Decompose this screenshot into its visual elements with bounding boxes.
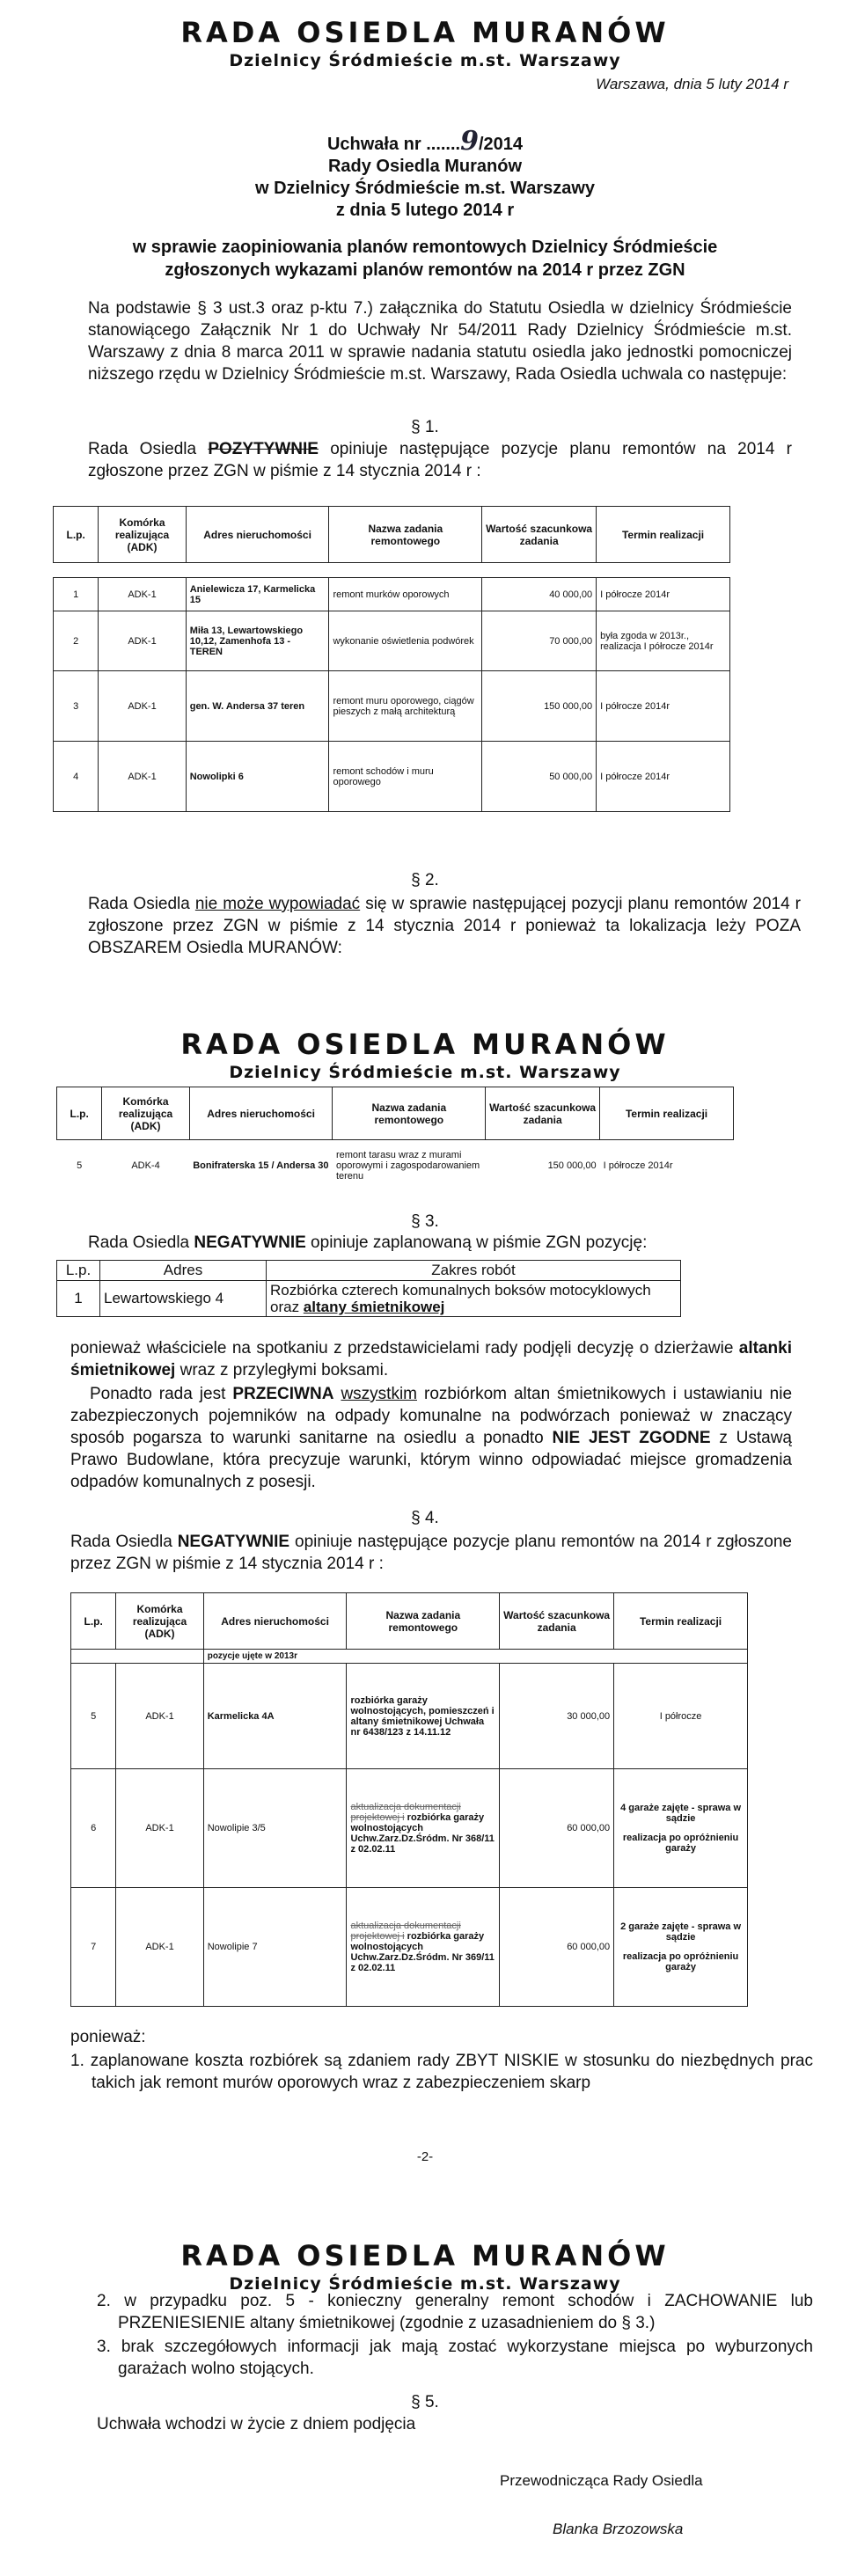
col-termin: Termin realizacji — [597, 507, 730, 563]
table-row: 3 ADK-1 gen. W. Andersa 37 teren remont muru oporowego, ciągów pieszych z małą architekturą 150 000,00 I półrocze 2014r — [54, 671, 730, 742]
table-s3: L.p. Adres Zakres robót 1 Lewartowskiego 4 Rozbiórka czterech komunalnych boksów motocyklowych oraz altany śmietnikowej — [56, 1260, 681, 1317]
section-1-text: Rada Osiedla POZYTYWNIE opiniuje następujące pozycje planu remontów na 2014 r zgłoszone przez ZGN w piśmie z 14 stycznia 2014 r : — [88, 440, 792, 480]
table-row: 2 ADK-1 Miła 13, Lewartowskiego 10,12, Zamenhofa 13 - TEREN wykonanie oświetlenia podwórek 70 000,00 była zgoda w 2013r., realizacja I półrocze 2014r — [54, 611, 730, 671]
table-row: 1 Lewartowskiego 4 Rozbiórka czterech komunalnych boksów motocyklowych oraz altany śmietnikowej — [57, 1281, 681, 1317]
section-4-text: Rada Osiedla NEGATYWNIE opiniuje następujące pozycje planu remontów na 2014 r zgłoszone przez ZGN w piśmie z 14 stycznia 2014 r : — [70, 1533, 792, 1573]
section-2-heading: § 2. — [411, 871, 439, 889]
letterhead-subtitle: Dzielnicy Śródmieście m.st. Warszawy — [229, 2274, 621, 2294]
plan-table-positive — [53, 506, 730, 812]
subject-line2: zgłoszonych wykazami planów remontów na 2014 r przez ZGN — [165, 260, 685, 280]
letterhead-subtitle: Dzielnicy Śródmieście m.st. Warszawy — [229, 1063, 621, 1082]
col-adres: Adres nieruchomości — [189, 1087, 333, 1140]
col-nazwa: Nazwa zadania remontowego — [333, 1087, 486, 1140]
section-3-text: Rada Osiedla NEGATYWNIE opiniuje zaplanowaną w piśmie ZGN pozycję: — [88, 1233, 648, 1252]
col-nazwa: Nazwa zadania remontowego — [347, 1593, 500, 1650]
table-row: 7 ADK-1 Nowolipie 7 aktualizacja dokumentacji projektowej i rozbiórka garaży wolnostojących Uchw.Zarz.Dz.Śródm. Nr 369/11 z 02.02.11 60 000,00 2 garaże zajęte - sprawa w sądzie realizacja po opróżnieniu garaży — [71, 1888, 748, 2007]
table-row: 5 ADK-1 Karmelicka 4A rozbiórka garaży wolnostojących, pomieszczeń i altany śmietnikowej Uchwała nr 6438/123 z 14.11.12 30 000,00 I półrocze — [71, 1664, 748, 1769]
handwritten-number: 9 — [460, 126, 479, 157]
table-row: 6 ADK-1 Nowolipie 3/5 aktualizacja dokumentacji projektowej i rozbiórka garaży wolnostojących Uchw.Zarz.Dz.Śródm. Nr 368/11 z 02.02.11 60 000,00 4 garaże zajęte - sprawa w sądzie realizacja po opróżnieniu garaży — [71, 1769, 748, 1888]
section-label: pozycje ujęte w 2013r — [203, 1650, 747, 1664]
page-number: -2- — [416, 2149, 434, 2164]
plan-table-negative — [70, 1592, 748, 2007]
col-wartosc: Wartość szacunkowa zadania — [482, 507, 597, 563]
resolution-subject — [0, 236, 850, 282]
col-komorka: Komórka realizująca (ADK) — [102, 1087, 189, 1140]
resolution-header — [0, 126, 850, 222]
section-1-heading: § 1. — [411, 418, 439, 436]
preamble: Na podstawie § 3 ust.3 oraz p-ktu 7.) załącznika do Statutu Osiedla w dzielnicy Śródmieście stanowiącego Załącznik Nr 1 do Uchwały Nr 54/2011 Rady Dzielnicy Śródmieście m.st. Warszawy z dnia 8 marca 2011 w sprawie nadania statutu osiedla jako jednostki pomocniczej niższego rzędu w Dzielnicy Śródmieście m.st. Warszawy, Rada Osiedla uchwala co następuje: — [88, 299, 792, 384]
because-label: ponieważ: — [70, 2028, 146, 2046]
place-date: Warszawa, dnia 5 luty 2014 r — [596, 76, 788, 92]
col-adres: Adres nieruchomości — [203, 1593, 347, 1650]
col-nazwa: Nazwa zadania remontowego — [329, 507, 482, 563]
col-lp: L.p. — [54, 507, 99, 563]
subject-line1: w sprawie zaopiniowania planów remontowych Dzielnicy Śródmieście — [132, 238, 718, 257]
letterhead-title: RADA OSIEDLA MURANÓW — [180, 1028, 670, 1061]
section-2-text: Rada Osiedla nie może wypowiadać się w sprawie następującej pozycji planu remontów 2014 r zgłoszone przez ZGN w piśmie z 14 stycznia 2014 r ponieważ ta lokalizacja leży POZA OBSZAREM Osiedla MURANÓW: — [88, 895, 801, 957]
signature-title: Przewodnicząca Rady Osiedla — [500, 2472, 703, 2489]
col-komorka: Komórka realizująca (ADK) — [99, 507, 186, 563]
col-adres: Adres nieruchomości — [186, 507, 329, 563]
letterhead-title: RADA OSIEDLA MURANÓW — [180, 2239, 670, 2272]
col-termin: Termin realizacji — [614, 1593, 748, 1650]
letterhead-title: RADA OSIEDLA MURANÓW — [180, 16, 670, 49]
table-row: 1 ADK-1 Anielewicza 17, Karmelicka 15 remont murków oporowych 40 000,00 I półrocze 2014r — [54, 578, 730, 611]
signature-name: Blanka Brzozowska — [553, 2521, 684, 2537]
col-wartosc: Wartość szacunkowa zadania — [486, 1087, 600, 1140]
section-3-para1: ponieważ właściciele na spotkaniu z przedstawicielami rady podjęli decyzję o dzierżawie altanki śmietnikowej wraz z przyległymi boksami. — [70, 1339, 792, 1379]
col-komorka: Komórka realizująca (ADK) — [116, 1593, 203, 1650]
table-row: 4 ADK-1 Nowolipki 6 remont schodów i muru oporowego 50 000,00 I półrocze 2014r — [54, 742, 730, 812]
resolution-line4: z dnia 5 lutego 2014 r — [335, 201, 515, 220]
letterhead-2 — [0, 1028, 850, 1082]
plan-table-outside — [56, 1087, 734, 1191]
col-termin: Termin realizacji — [600, 1087, 734, 1140]
col-lp: L.p. — [71, 1593, 116, 1650]
reason-2: 2. w przypadku poz. 5 - konieczny generalny remont schodów i ZACHOWANIE lub PRZENIESIENIE altany śmietnikowej (zgodnie z uzasadnieniem do § 3.) — [97, 2292, 813, 2332]
section-3-para2: Ponadto rada jest PRZECIWNA wszystkim rozbiórkom altan śmietnikowych i ustawianiu nie zabezpieczonych pojemników na odpady komunalne na podwórzach ponieważ w znaczący sposób pogarsza to warunki sanitarne na osiedlu a ponadto NIE JEST ZGODNE z Ustawą Prawo Budowlane, która precyzuje warunki, którym winno odpowiadać miejsce gromadzenia odpadów komunalnych z posesji. — [70, 1385, 793, 1491]
col-lp: L.p. — [57, 1087, 102, 1140]
resolution-line2: Rady Osiedla Muranów — [327, 157, 523, 176]
resolution-number: Uchwała nr .......9/2014 — [326, 126, 524, 157]
letterhead-subtitle: Dzielnicy Śródmieście m.st. Warszawy — [229, 51, 621, 70]
section-3-heading: § 3. — [411, 1212, 439, 1231]
col-wartosc: Wartość szacunkowa zadania — [500, 1593, 614, 1650]
letterhead — [0, 16, 850, 70]
section-5-text: Uchwała wchodzi w życie z dniem podjęcia — [97, 2415, 416, 2433]
section-4-heading: § 4. — [411, 1509, 439, 1527]
table-row: 5 ADK-4 Bonifraterska 15 / Andersa 30 remont tarasu wraz z murami oporowymi i zagospodarowaniem terenu 150 000,00 I półrocze 2014r — [77, 1149, 673, 1182]
reason-1: 1. zaplanowane koszta rozbiórek są zdaniem rady ZBYT NISKIE w stosunku do niezbędnych prac takich jak remont murów oporowych wraz z zabezpieczeniem skarp — [70, 2052, 813, 2092]
reason-3: 3. brak szczegółowych informacji jak mają zostać wykorzystane miejsca po wyburzonych garażach wolno stojących. — [97, 2338, 813, 2378]
resolution-line3: w Dzielnicy Śródmieście m.st. Warszawy — [254, 179, 596, 198]
letterhead-3 — [0, 2239, 850, 2294]
section-5-heading: § 5. — [411, 2393, 439, 2411]
